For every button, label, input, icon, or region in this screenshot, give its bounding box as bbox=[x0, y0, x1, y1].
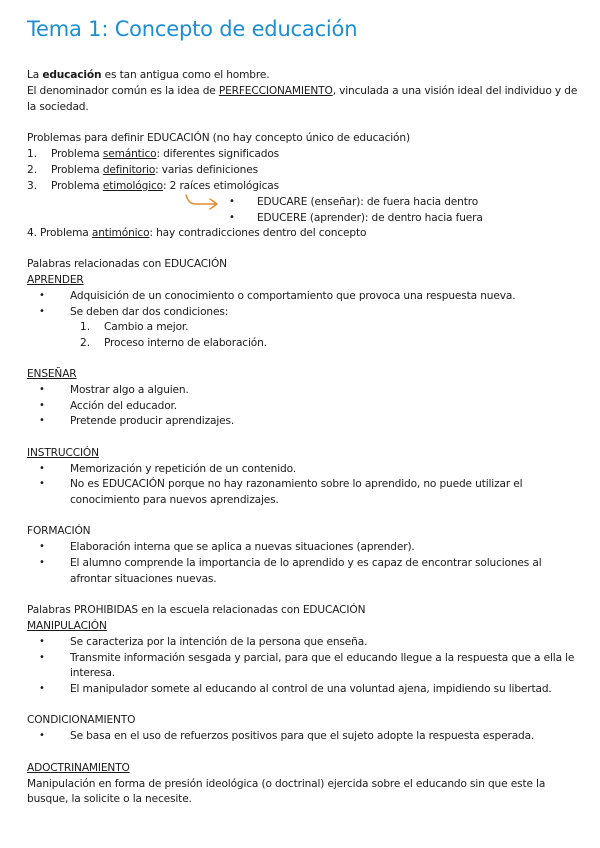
list-item: Proceso interno de elaboración. bbox=[104, 337, 267, 349]
bullet: • bbox=[39, 400, 45, 411]
bullet: • bbox=[39, 463, 45, 474]
page-title: Tema 1: Concepto de educación bbox=[27, 17, 358, 41]
list-item: Problema etimológico: 2 raíces etimológicas bbox=[51, 180, 279, 192]
list-item: No es EDUCACIÓN porque no hay razonamiento sobre lo aprendido, no puede utilizar el bbox=[70, 478, 523, 490]
bullet: • bbox=[39, 541, 45, 552]
list-item-continuation: interesa. bbox=[70, 667, 115, 679]
problemas-heading: Problemas para definir EDUCACIÓN (no hay concepto único de educación) bbox=[27, 132, 410, 144]
list-item: Problema definitorio: varias definiciones bbox=[51, 164, 258, 176]
ensenar-title: ENSEÑAR bbox=[27, 368, 77, 380]
formacion-title: FORMACIÓN bbox=[27, 525, 91, 537]
list-item: Se caracteriza por la intención de la persona que enseña. bbox=[70, 636, 368, 648]
list-item: El manipulador somete al educando al control de una voluntad ajena, impidiendo su libertad. bbox=[70, 683, 552, 695]
condicionamiento-title: CONDICIONAMIENTO bbox=[27, 714, 136, 726]
adoctrinamiento-title: ADOCTRINAMIENTO bbox=[27, 762, 130, 774]
list-item: EDUCARE (enseñar): de fuera hacia dentro bbox=[257, 196, 479, 208]
bullet: • bbox=[39, 730, 45, 741]
bullet: • bbox=[39, 384, 45, 395]
prohibidas-heading: Palabras PROHIBIDAS en la escuela relacionadas con EDUCACIÓN bbox=[27, 604, 366, 616]
bullet: • bbox=[229, 196, 235, 207]
aprender-title: APRENDER bbox=[27, 274, 84, 286]
list-item: Cambio a mejor. bbox=[104, 321, 189, 333]
list-item: Se deben dar dos condiciones: bbox=[70, 306, 229, 318]
list-number: 2. bbox=[27, 164, 38, 176]
list-number: 1. bbox=[80, 321, 91, 333]
bullet: • bbox=[39, 636, 45, 647]
list-item: EDUCERE (aprender): de dentro hacia fuera bbox=[257, 212, 483, 224]
bullet: • bbox=[229, 212, 235, 223]
palabras-heading: Palabras relacionadas con EDUCACIÓN bbox=[27, 258, 227, 270]
intro-line-2: El denominador común es la idea de PERFECCIONAMIENTO, vinculada a una visión ideal del individuo y de bbox=[27, 85, 578, 97]
list-item: Acción del educador. bbox=[70, 400, 177, 412]
list-number: 3. bbox=[27, 180, 38, 192]
list-item: Se basa en el uso de refuerzos positivos para que el sujeto adopte la respuesta esperada. bbox=[70, 730, 535, 742]
list-number: 1. bbox=[27, 148, 38, 160]
intro-line-3: la sociedad. bbox=[27, 101, 89, 113]
list-item: Adquisición de un conocimiento o comportamiento que provoca una respuesta nueva. bbox=[70, 290, 516, 302]
list-item-continuation: conocimiento para nuevos aprendizajes. bbox=[70, 494, 279, 506]
problema-4: 4. Problema antimónico: hay contradicciones dentro del concepto bbox=[27, 227, 367, 239]
list-item-continuation: afrontar situaciones nuevas. bbox=[70, 573, 217, 585]
list-item: Mostrar algo a alguien. bbox=[70, 384, 189, 396]
adoctrinamiento-text-1: Manipulación en forma de presión ideológica (o doctrinal) ejercida sobre el educando sin que este la bbox=[27, 778, 546, 790]
bullet: • bbox=[39, 415, 45, 426]
list-item: Memorización y repetición de un contenido. bbox=[70, 463, 296, 475]
bullet: • bbox=[39, 557, 45, 568]
bullet: • bbox=[39, 652, 45, 663]
list-number: 2. bbox=[80, 337, 91, 349]
manipulacion-title: MANIPULACIÓN bbox=[27, 620, 107, 632]
intro-line-1: La educación es tan antigua como el hombre. bbox=[27, 69, 270, 81]
list-item: Problema semántico: diferentes significados bbox=[51, 148, 280, 160]
list-item: Pretende producir aprendizajes. bbox=[70, 415, 235, 427]
adoctrinamiento-text-2: busque, la solicite o la necesite. bbox=[27, 793, 192, 805]
instruccion-title: INSTRUCCIÓN bbox=[27, 447, 99, 459]
list-item: El alumno comprende la importancia de lo aprendido y es capaz de encontrar soluciones al bbox=[70, 557, 542, 569]
bullet: • bbox=[39, 290, 45, 301]
bullet: • bbox=[39, 683, 45, 694]
bullet: • bbox=[39, 478, 45, 489]
handwritten-arrow-icon bbox=[182, 191, 224, 211]
bullet: • bbox=[39, 306, 45, 317]
list-item: Transmite información sesgada y parcial, para que el educando llegue a la respuesta que a ella le bbox=[70, 652, 575, 664]
list-item: Elaboración interna que se aplica a nuevas situaciones (aprender). bbox=[70, 541, 415, 553]
